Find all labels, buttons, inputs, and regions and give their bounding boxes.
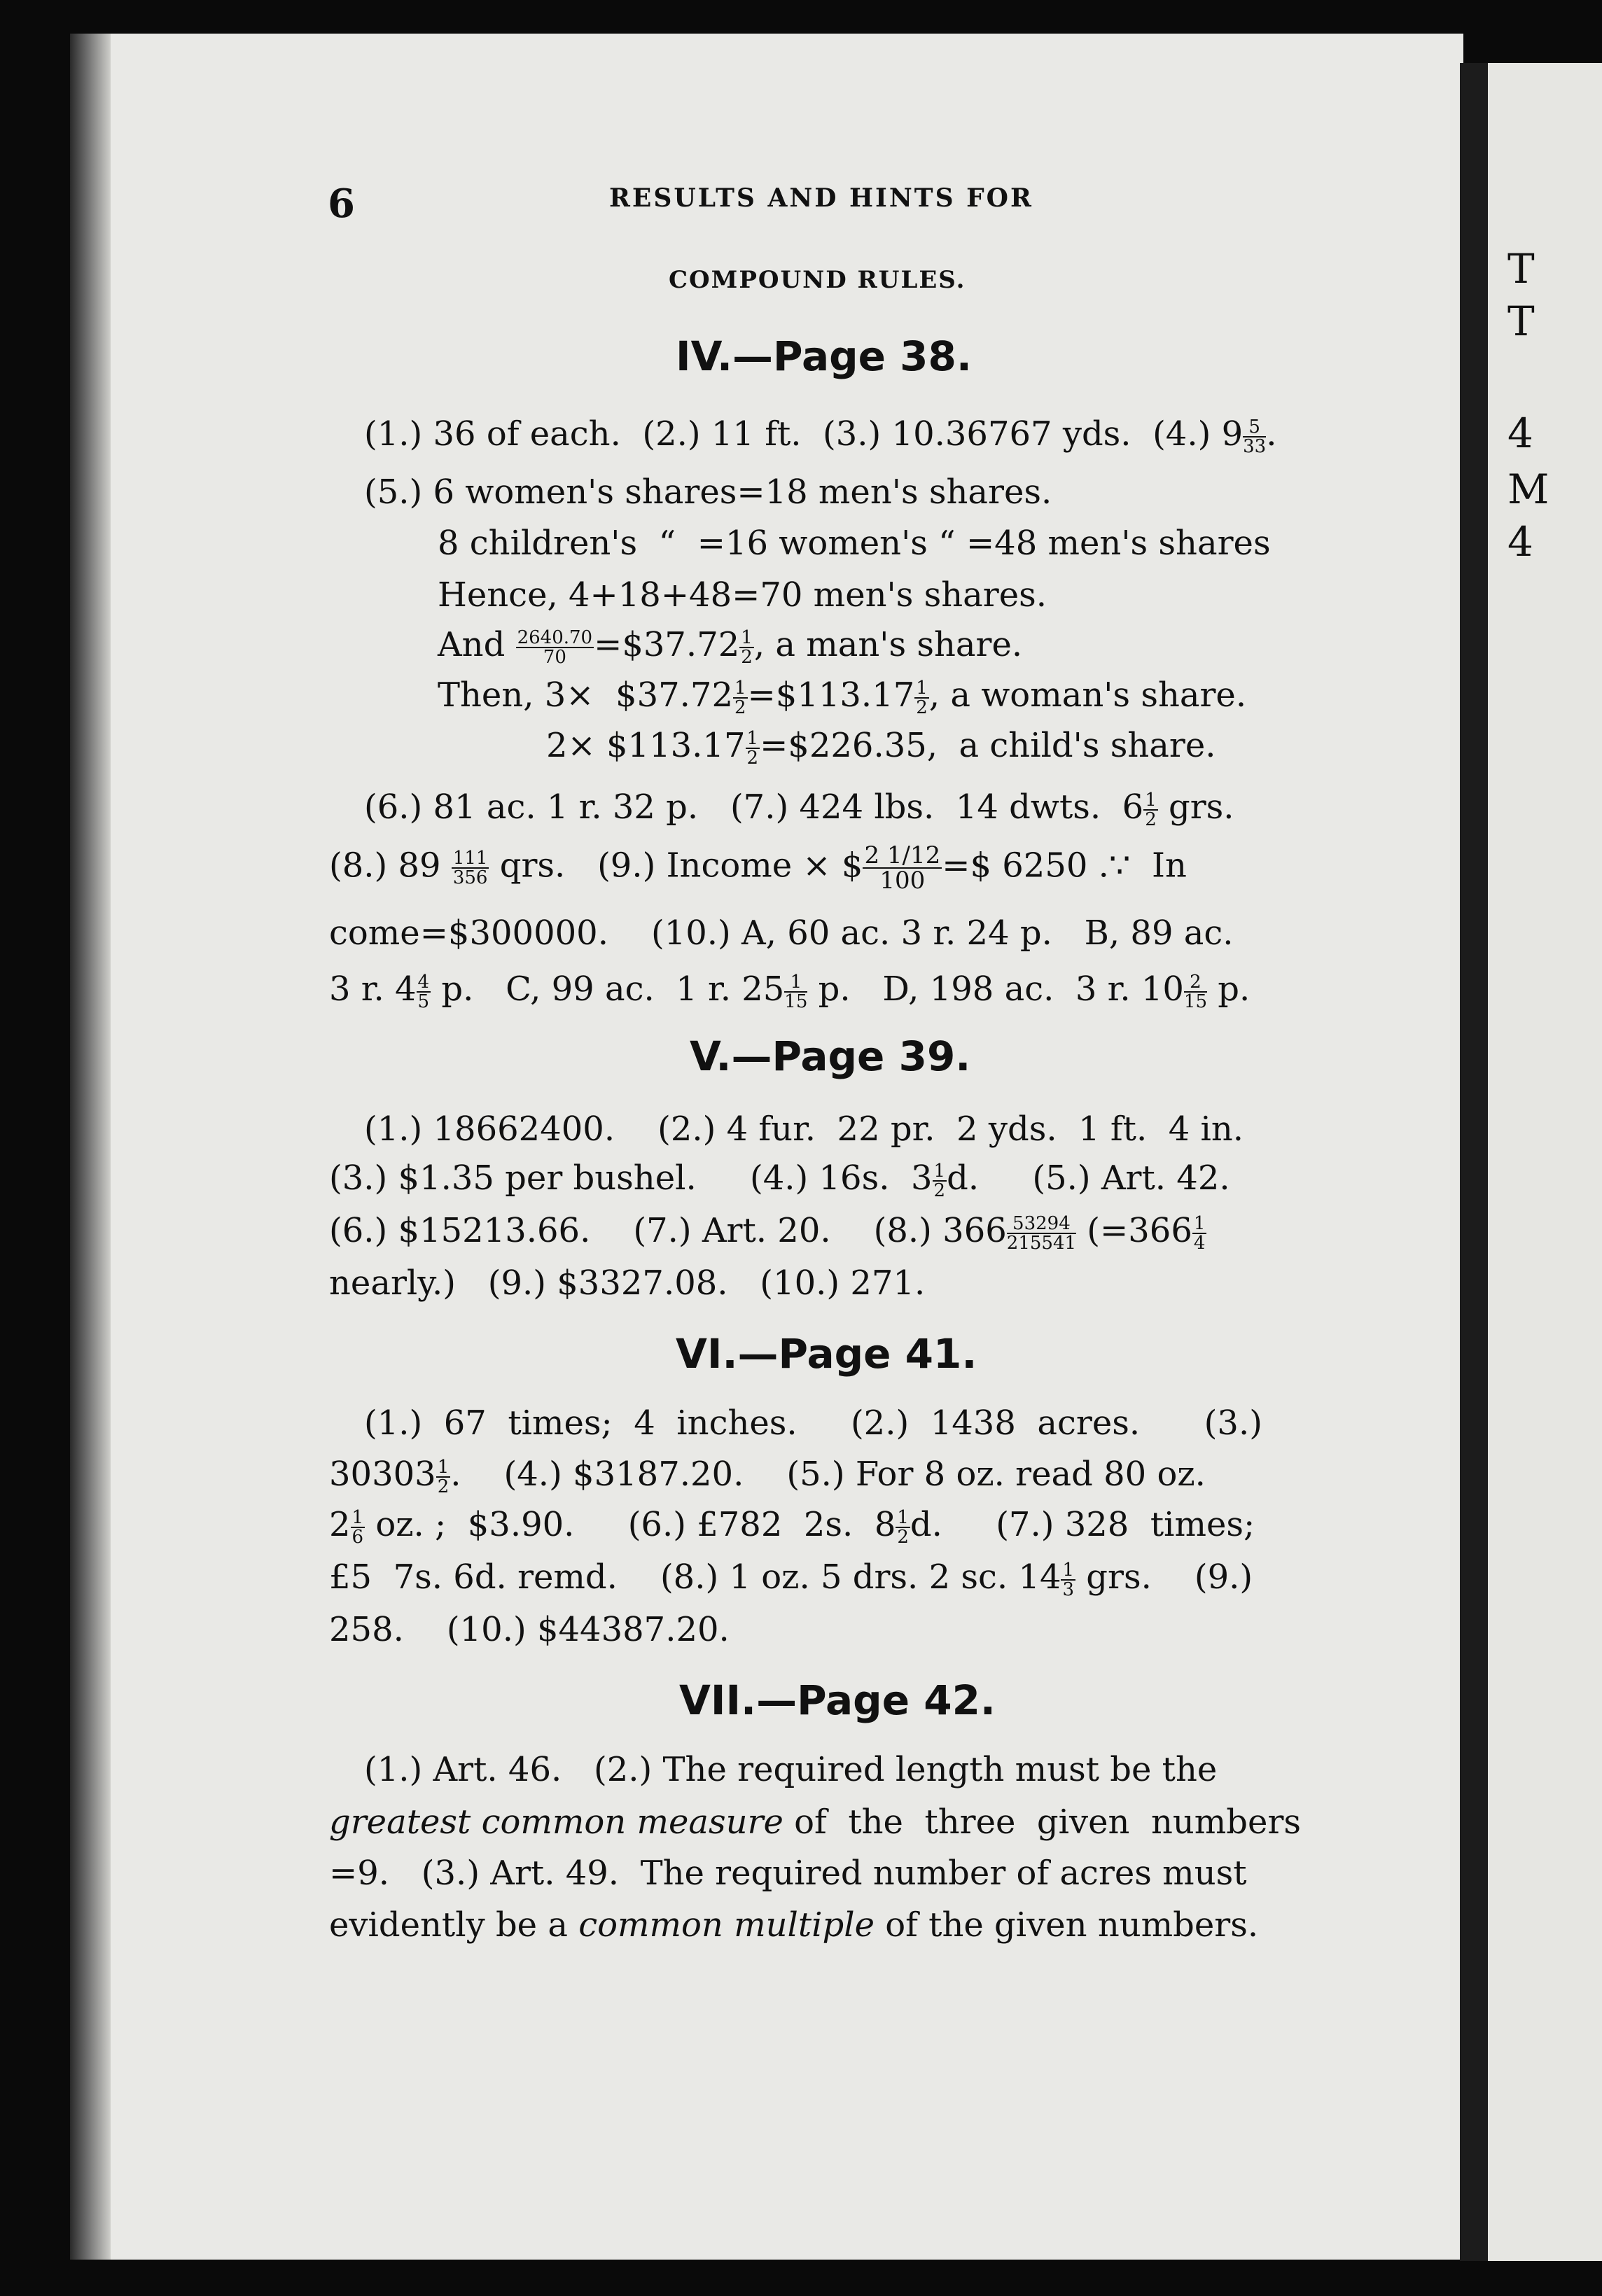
facing-fragment: T <box>1507 298 1535 345</box>
iv-line-3: 8 children's “ =16 women's “ =48 men's shares <box>438 524 1271 563</box>
vi-line-5: 258. (10.) $44387.20. <box>329 1610 730 1649</box>
heading-vii: VII.—Page 42. <box>679 1676 996 1724</box>
vii-line-2: greatest common measure of the three given numbers <box>329 1802 1302 1842</box>
facing-page-edge <box>1488 63 1602 2261</box>
page-gutter <box>70 34 111 2260</box>
heading-v: V.—Page 39. <box>690 1032 971 1080</box>
vii-line-1: (1.) Art. 46. (2.) The required length must be the <box>364 1750 1218 1789</box>
iv-line-6: Then, 3× $37.72 $\frac{1}{2}$ =$113.17 $\frac{1}{2}$ , a woman's share. <box>438 676 1247 718</box>
iv-line-10: come=$300000. (10.) A, 60 ac. 3 r. 24 p. B, 89 ac. <box>329 913 1234 953</box>
vi-line-4: £5 7s. 6d. remd. (8.) 1 oz. 5 drs. 2 sc. 14 $\frac{1}{3}$ grs. (9.) <box>329 1558 1253 1600</box>
page-fold-shadow <box>1460 63 1488 2261</box>
iv-line-11: 3 r. 4 $\frac{4}{5}$ p. C, 99 ac. 1 r. 25 $\frac{1}{15}$ p. D, 198 ac. 3 r. 10 $\frac{2}{15}$ p. <box>329 969 1251 1012</box>
iv-line-8: (6.) 81 ac. 1 r. 32 p. (7.) 424 lbs. 14 dwts. 6 $\frac{1}{2}$ grs. <box>364 788 1234 830</box>
iv-line-9: (8.) 89 $\frac{111}{356}$ qrs. (9.) Income × $ $\frac{2 1/12}{100}$ =$ 6250 .∵ In <box>329 841 1187 895</box>
running-title: RESULTS AND HINTS FOR <box>609 183 1033 213</box>
facing-fragment: M <box>1507 465 1549 513</box>
heading-iv: IV.—Page 38. <box>676 332 972 380</box>
page-number: 6 <box>328 181 355 227</box>
v-line-3: (6.) $15213.66. (7.) Art. 20. (8.) 366 $\frac{53294}{215541}$ (=366 $\frac{1}{4}$ <box>329 1211 1206 1254</box>
vii-line-4: evidently be a common multiple of the given numbers. <box>329 1905 1259 1945</box>
iv-line-2: (5.) 6 women's shares=18 men's shares. <box>364 472 1052 512</box>
section-title: COMPOUND RULES. <box>669 266 966 294</box>
v-line-2: (3.) $1.35 per bushel. (4.) 16s. 3 $\frac{1}{2}$ d. (5.) Art. 42. <box>329 1158 1230 1201</box>
facing-fragment: 4 <box>1507 518 1533 566</box>
vi-line-2: 30303 $\frac{1}{2}$ . (4.) $3187.20. (5.) For 8 oz. read 80 oz. <box>329 1455 1206 1497</box>
vi-line-3: 2 $\frac{1}{6}$ oz. ; $3.90. (6.) £782 2s. 8 $\frac{1}{2}$ d. (7.) 328 times; <box>329 1505 1255 1548</box>
iv-line-7: 2× $113.17 $\frac{1}{2}$ =$226.35, a child's share. <box>546 726 1216 769</box>
iv-line-1: (1.) 36 of each. (2.) 11 ft. (3.) 10.36767 yds. (4.) 9 $\frac{5}{33}$ . <box>364 414 1277 457</box>
iv-line-5: And $\frac{2640.70}{70}$ =$37.72 $\frac{1}{2}$ , a man's share. <box>438 625 1023 668</box>
facing-fragment: T <box>1507 245 1535 293</box>
vi-line-1: (1.) 67 times; 4 inches. (2.) 1438 acres. (3.) <box>364 1404 1262 1443</box>
heading-vi: VI.—Page 41. <box>676 1330 977 1378</box>
facing-fragment: 4 <box>1507 410 1533 457</box>
v-line-4: nearly.) (9.) $3327.08. (10.) 271. <box>329 1264 926 1303</box>
vii-line-3: =9. (3.) Art. 49. The required number of acres must <box>329 1854 1247 1893</box>
v-line-1: (1.) 18662400. (2.) 4 fur. 22 pr. 2 yds. 1 ft. 4 in. <box>364 1110 1244 1149</box>
iv-line-4: Hence, 4+18+48=70 men's shares. <box>438 575 1047 615</box>
